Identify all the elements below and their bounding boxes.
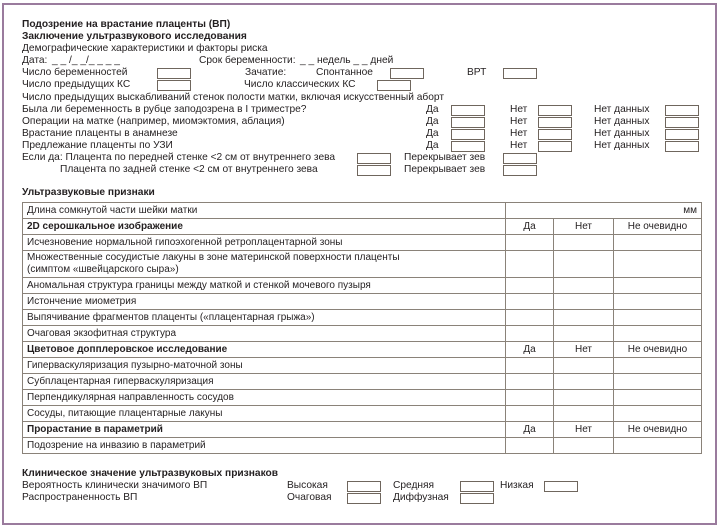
- form-subtitle: Заключение ультразвукового исследования: [22, 31, 247, 42]
- section-ultrasound: Ультразвуковые признаки: [22, 187, 155, 198]
- column-header-yes: Да: [506, 342, 554, 358]
- sign-label: Субплацентарная гиперваскуляризация: [23, 374, 506, 390]
- yes-checkbox[interactable]: [451, 141, 485, 152]
- pregnancies-input[interactable]: [157, 68, 191, 79]
- covers-os-label: Перекрывает зев: [404, 152, 486, 163]
- date-label: Дата:: [22, 55, 48, 66]
- unknown-checkbox[interactable]: [665, 129, 699, 140]
- column-header-unclear: Не очевидно: [614, 219, 702, 235]
- table-group-header: [23, 219, 702, 235]
- unknown-label: Нет данных: [594, 140, 650, 151]
- yes-cell[interactable]: [506, 358, 554, 374]
- spontaneous-checkbox[interactable]: [390, 68, 424, 79]
- no-label: Нет: [510, 140, 528, 151]
- no-cell[interactable]: [554, 358, 614, 374]
- column-header-unclear: Не очевидно: [614, 422, 702, 438]
- low-label: Низкая: [500, 480, 534, 491]
- unknown-checkbox[interactable]: [665, 117, 699, 128]
- unclear-cell[interactable]: [614, 438, 702, 454]
- yes-cell[interactable]: [506, 390, 554, 406]
- table-row: [23, 406, 702, 422]
- classic-cs-label: Число классических КС: [244, 79, 356, 90]
- yes-cell[interactable]: [506, 310, 554, 326]
- covers-os-label: Перекрывает зев: [404, 164, 486, 175]
- yes-label: Да: [426, 116, 439, 127]
- question-label: Врастание плаценты в анамнезе: [22, 128, 178, 139]
- no-cell[interactable]: [554, 278, 614, 294]
- yes-cell[interactable]: [506, 251, 554, 278]
- sign-label: Исчезновение нормальной гипоэхогенной ретроплацентарной зоны: [23, 235, 506, 251]
- unit-label: мм: [683, 204, 698, 216]
- spontaneous-label: Спонтанное: [316, 67, 373, 78]
- unclear-cell[interactable]: [614, 294, 702, 310]
- yes-checkbox[interactable]: [451, 105, 485, 116]
- no-cell[interactable]: [554, 294, 614, 310]
- yes-cell[interactable]: [506, 294, 554, 310]
- prev-cs-input[interactable]: [157, 80, 191, 91]
- unknown-label: Нет данных: [594, 104, 650, 115]
- posterior-covers-os-checkbox[interactable]: [503, 165, 537, 176]
- sign-label: Гиперваскуляризация пузырно-маточной зоны: [23, 358, 506, 374]
- table-row: [23, 235, 702, 251]
- yes-checkbox[interactable]: [451, 117, 485, 128]
- sign-label: Истончение миометрия: [23, 294, 506, 310]
- form-title: Подозрение на врастание плаценты (ВП): [22, 19, 231, 30]
- diffuse-checkbox[interactable]: [460, 493, 494, 504]
- yes-label: Да: [426, 128, 439, 139]
- sign-label: Подозрение на инвазию в параметрий: [23, 438, 506, 454]
- no-checkbox[interactable]: [538, 129, 572, 140]
- posterior-placenta-label: Плацента по задней стенке <2 см от внутреннего зева: [60, 164, 318, 175]
- table-row: [23, 374, 702, 390]
- table-row: [23, 438, 702, 454]
- cervix-length-label: Длина сомкнутой части шейки матки: [23, 203, 506, 219]
- unclear-cell[interactable]: [614, 406, 702, 422]
- gest-age-field[interactable]: _ _ недель _ _ дней: [300, 55, 394, 66]
- sign-label: Выпячивание фрагментов плаценты («плацентарная грыжа»): [23, 310, 506, 326]
- unclear-cell[interactable]: [614, 374, 702, 390]
- group-title: 2D серошкальное изображение: [23, 219, 506, 235]
- table-row: [23, 203, 702, 219]
- curettage-label: Число предыдущих выскабливаний стенок полости матки, включая искусственный аборт: [22, 92, 445, 103]
- group-title: Прорастание в параметрий: [23, 422, 506, 438]
- medium-label: Средняя: [393, 480, 435, 491]
- table-row: [23, 326, 702, 342]
- no-cell[interactable]: [554, 374, 614, 390]
- no-checkbox[interactable]: [538, 105, 572, 116]
- unclear-cell[interactable]: [614, 390, 702, 406]
- unknown-checkbox[interactable]: [665, 105, 699, 116]
- ultrasound-table: [22, 202, 702, 454]
- unclear-cell[interactable]: [614, 235, 702, 251]
- column-header-no: Нет: [554, 219, 614, 235]
- pregnancies-label: Число беременностей: [22, 67, 128, 78]
- cervix-length-input[interactable]: [506, 203, 702, 219]
- yes-cell[interactable]: [506, 374, 554, 390]
- medium-checkbox[interactable]: [460, 481, 494, 492]
- yes-cell[interactable]: [506, 278, 554, 294]
- no-checkbox[interactable]: [538, 117, 572, 128]
- sign-label: Сосуды, питающие плацентарные лакуны: [23, 406, 506, 422]
- low-checkbox[interactable]: [544, 481, 578, 492]
- probability-label: Вероятность клинически значимого ВП: [22, 480, 208, 491]
- yes-label: Да: [426, 140, 439, 151]
- no-cell[interactable]: [554, 406, 614, 422]
- question-label: Была ли беременность в рубце заподозрена в I триместре?: [22, 104, 307, 115]
- table-row: [23, 294, 702, 310]
- no-label: Нет: [510, 128, 528, 139]
- high-checkbox[interactable]: [347, 481, 381, 492]
- gest-age-label: Срок беременности:: [199, 55, 296, 66]
- unclear-cell[interactable]: [614, 278, 702, 294]
- anterior-placenta-checkbox[interactable]: [357, 153, 391, 164]
- yes-cell[interactable]: [506, 235, 554, 251]
- prev-cs-label: Число предыдущих КС: [22, 79, 131, 90]
- unclear-cell[interactable]: [614, 310, 702, 326]
- high-label: Высокая: [287, 480, 328, 491]
- table-group-header: [23, 342, 702, 358]
- unclear-cell[interactable]: [614, 251, 702, 278]
- no-label: Нет: [510, 104, 528, 115]
- column-header-no: Нет: [554, 422, 614, 438]
- sign-label: Очаговая экзофитная структура: [23, 326, 506, 342]
- question-label: Операции на матке (например, миомэктомия, аблация): [22, 116, 285, 127]
- conception-label: Зачатие:: [245, 67, 287, 78]
- table-row: [23, 251, 702, 278]
- unknown-label: Нет данных: [594, 116, 650, 127]
- sign-label: Множественные сосудистые лакуны в зоне материнской поверхности плаценты (симптом «швейцарского сыра»): [23, 251, 506, 278]
- posterior-placenta-checkbox[interactable]: [357, 165, 391, 176]
- table-row: [23, 310, 702, 326]
- table-row: [23, 278, 702, 294]
- table-row: [23, 390, 702, 406]
- no-cell[interactable]: [554, 310, 614, 326]
- yes-cell[interactable]: [506, 438, 554, 454]
- unknown-checkbox[interactable]: [665, 141, 699, 152]
- no-cell[interactable]: [554, 235, 614, 251]
- yes-label: Да: [426, 104, 439, 115]
- extent-label: Распространенность ВП: [22, 492, 138, 503]
- yes-cell[interactable]: [506, 326, 554, 342]
- no-cell[interactable]: [554, 438, 614, 454]
- anterior-placenta-label: Если да: Плацента по передней стенке <2 см от внутреннего зева: [22, 152, 336, 163]
- no-cell[interactable]: [554, 326, 614, 342]
- sign-label: Перпендикулярная направленность сосудов: [23, 390, 506, 406]
- date-field[interactable]: _ _ /_ _/_ _ _ _: [52, 55, 120, 66]
- table-row: [23, 358, 702, 374]
- no-label: Нет: [510, 116, 528, 127]
- art-label: ВРТ: [467, 67, 487, 78]
- unknown-label: Нет данных: [594, 128, 650, 139]
- question-label: Предлежание плаценты по УЗИ: [22, 140, 173, 151]
- unclear-cell[interactable]: [614, 358, 702, 374]
- yes-checkbox[interactable]: [451, 129, 485, 140]
- anterior-covers-os-checkbox[interactable]: [503, 153, 537, 164]
- group-title: Цветовое допплеровское исследование: [23, 342, 506, 358]
- diffuse-label: Диффузная: [393, 492, 449, 503]
- column-header-unclear: Не очевидно: [614, 342, 702, 358]
- column-header-yes: Да: [506, 219, 554, 235]
- sign-label: Аномальная структура границы между маткой и стенкой мочевого пузыря: [23, 278, 506, 294]
- no-cell[interactable]: [554, 251, 614, 278]
- table-group-header: [23, 422, 702, 438]
- section-demographics: Демографические характеристики и факторы риска: [22, 43, 268, 54]
- yes-cell[interactable]: [506, 406, 554, 422]
- no-checkbox[interactable]: [538, 141, 572, 152]
- unclear-cell[interactable]: [614, 326, 702, 342]
- art-checkbox[interactable]: [503, 68, 537, 79]
- focal-label: Очаговая: [287, 492, 332, 503]
- no-cell[interactable]: [554, 390, 614, 406]
- classic-cs-input[interactable]: [377, 80, 411, 91]
- focal-checkbox[interactable]: [347, 493, 381, 504]
- section-clinical: Клиническое значение ультразвуковых признаков: [22, 468, 279, 479]
- column-header-yes: Да: [506, 422, 554, 438]
- column-header-no: Нет: [554, 342, 614, 358]
